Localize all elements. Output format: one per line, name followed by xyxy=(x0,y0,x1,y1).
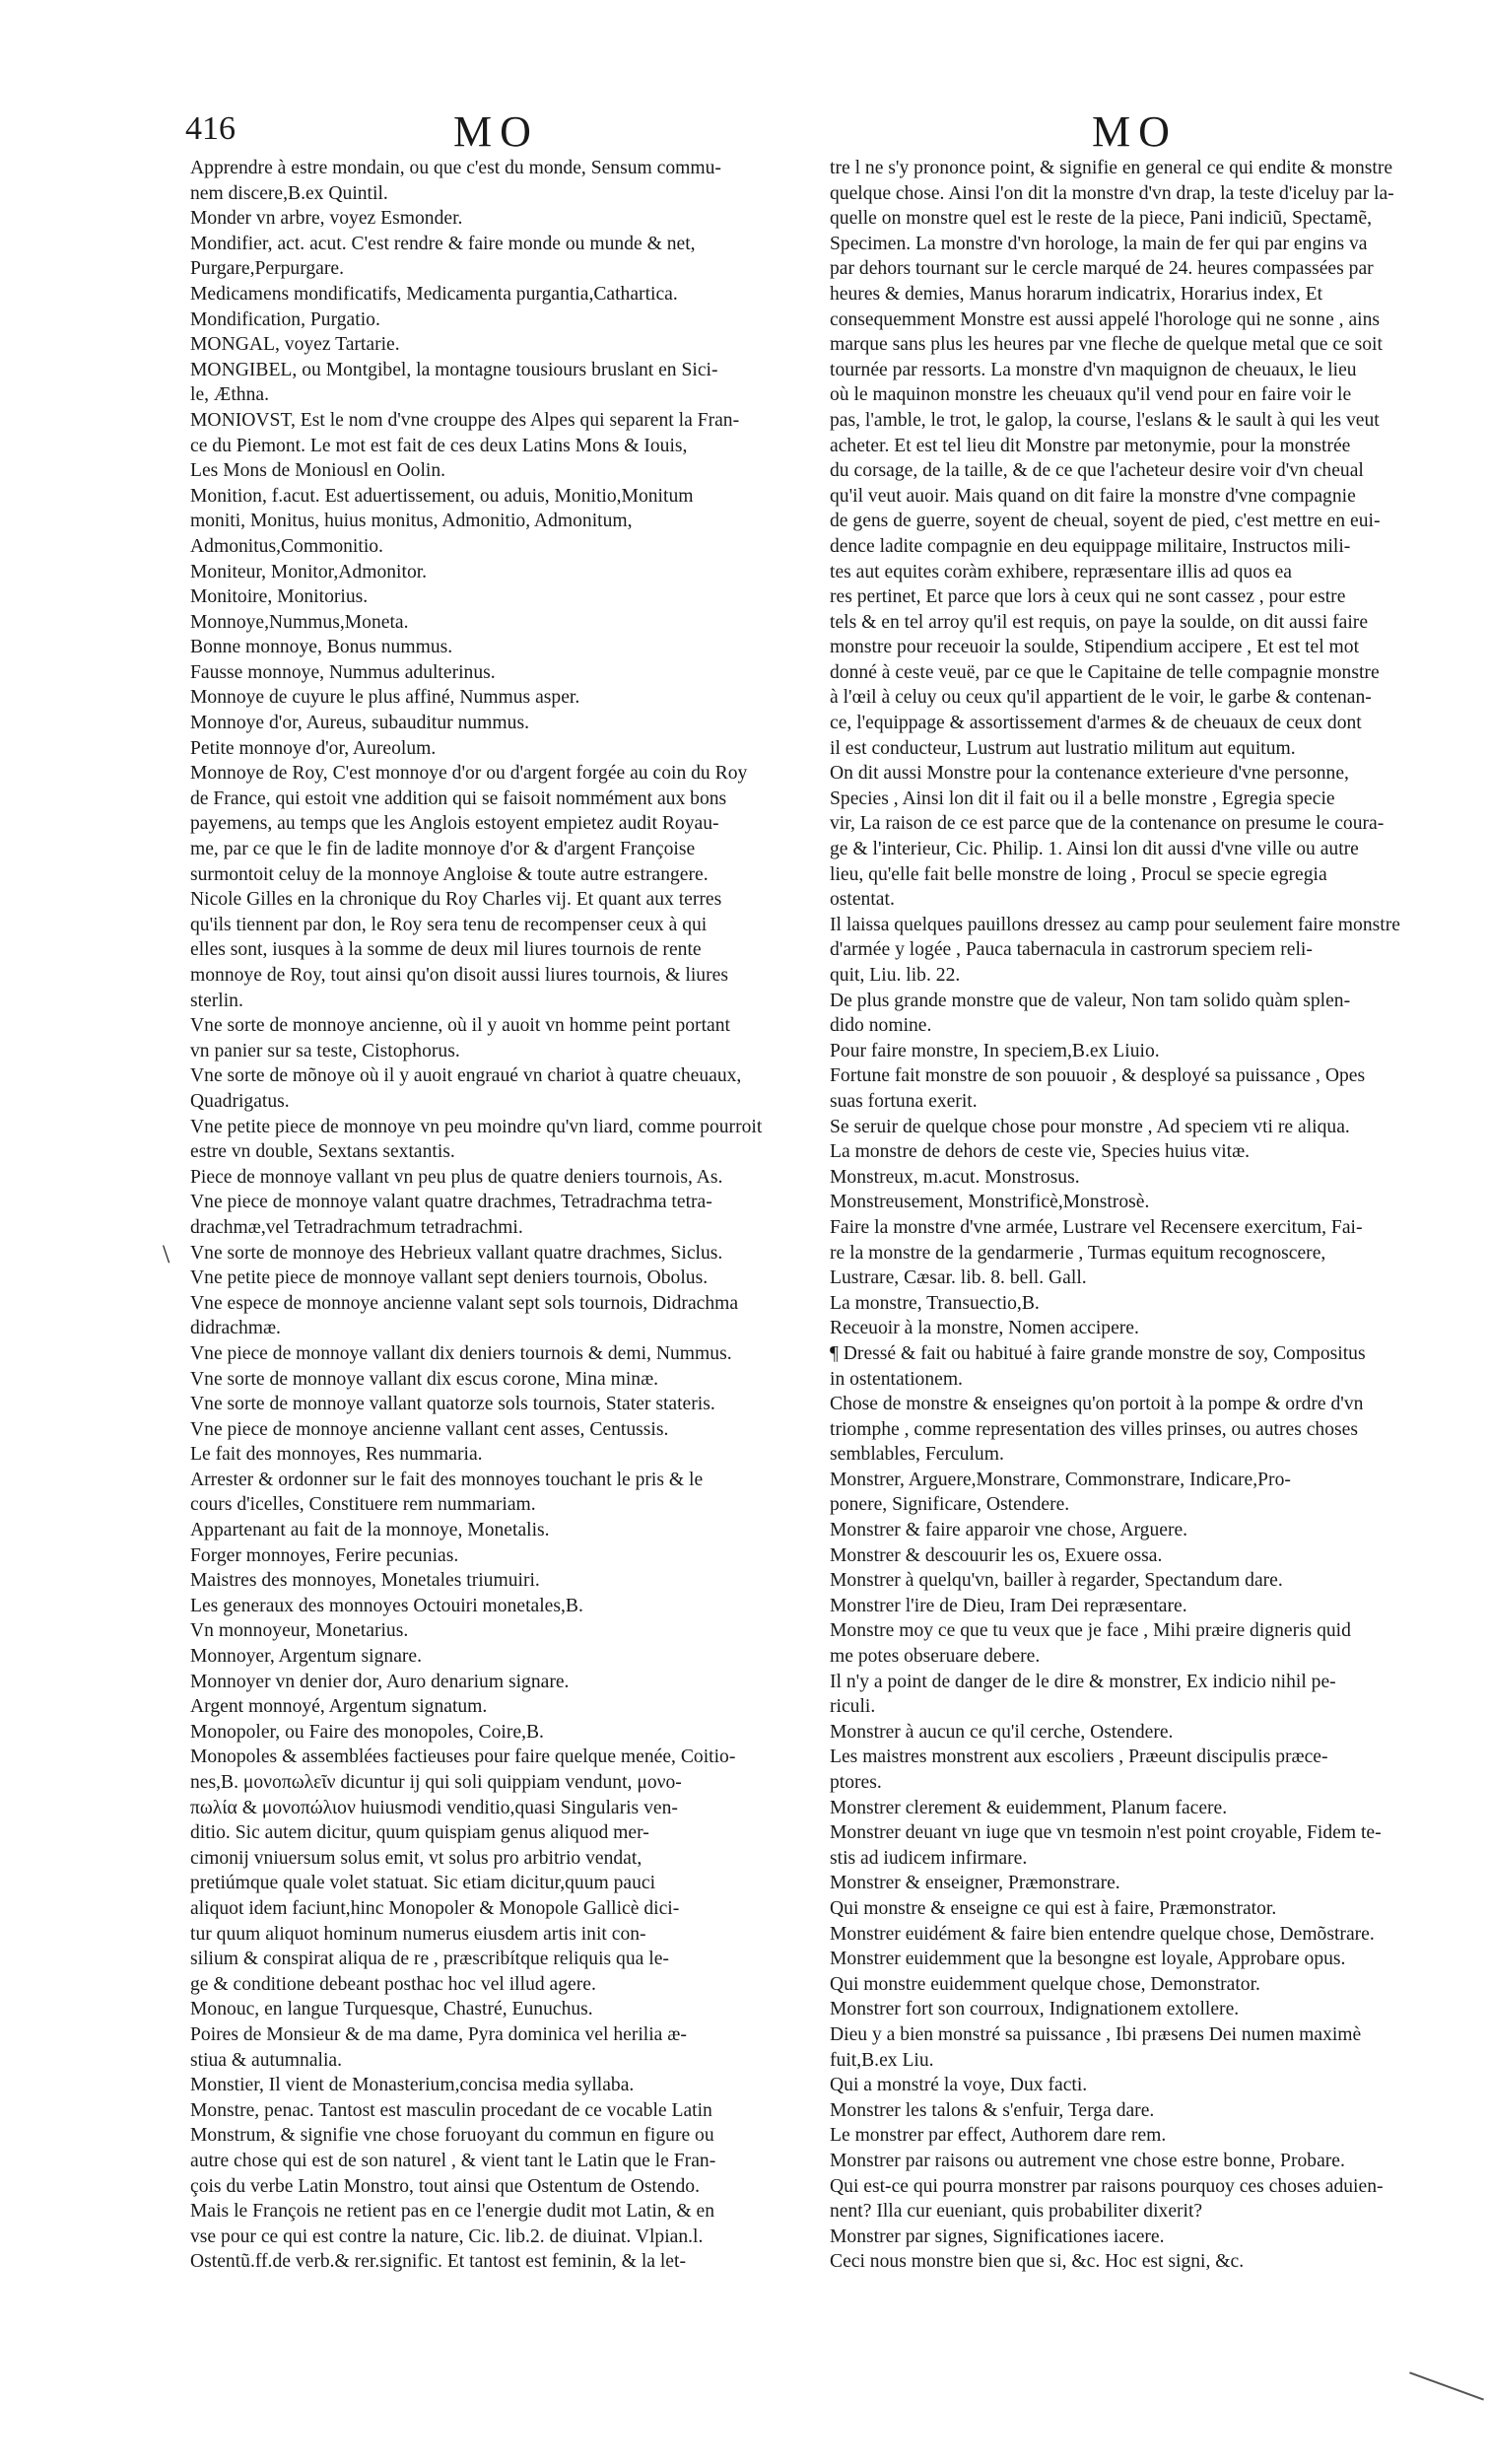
entry-line: Monnoyer, Argentum signare. xyxy=(190,1646,423,1668)
entry-line: semblables, Ferculum. xyxy=(830,1444,1004,1466)
entry-line: Monopoles & assemblées factieuses pour faire quelque menée, Coitio- xyxy=(190,1746,736,1768)
entry-line: surmontoit celuy de la monnoye Angloise & toute autre estrangere. xyxy=(190,863,709,885)
entry-line: Mondifier, act. acut. C'est rendre & faire monde ou munde & net, xyxy=(190,233,696,254)
entry-line: Le monstrer par effect, Authorem dare rem. xyxy=(830,2125,1167,2147)
entry-line: Appartenant au fait de la monnoye, Monetalis. xyxy=(190,1520,550,1541)
entry-line: quit, Liu. lib. 22. xyxy=(830,965,961,986)
entry-line: ce, l'equippage & assortissement d'armes & de cheuaux de ceux dont xyxy=(830,713,1362,734)
entry-line: pas, l'amble, le trot, le galop, la course, l'eslans & le sault à qui les veut xyxy=(830,409,1380,431)
entry-line: Ceci nous monstre bien que si, &c. Hoc est signi, &c. xyxy=(830,2251,1245,2273)
entry-line: payemens, au temps que les Anglois estoyent empietez audit Royau- xyxy=(190,813,719,835)
entry-line: Poires de Monsieur & de ma dame, Pyra dominica vel herilia æ- xyxy=(190,2023,687,2045)
entry-line: Monstrer deuant vn iuge que vn tesmoin n'est point croyable, Fidem te- xyxy=(830,1822,1382,1844)
entry-line: tournée par ressorts. La monstre d'vn maquignon de cheuaux, le lieu xyxy=(830,359,1357,380)
entry-line: qu'ils tiennent par don, le Roy sera tenu de recompenser ceux à qui xyxy=(190,914,708,935)
entry-line: Mais le François ne retient pas en ce l'energie dudit mot Latin, & en xyxy=(190,2201,715,2223)
entry-line: Qui est-ce qui pourra monstrer par raisons pourquoy ces choses aduien- xyxy=(830,2175,1384,2197)
entry-line: Fausse monnoye, Nummus adulterinus. xyxy=(190,661,496,683)
entry-line: Medicamens mondificatifs, Medicamenta purgantia,Cathartica. xyxy=(190,283,678,305)
entry-line: La monstre, Transuectio,B. xyxy=(830,1292,1040,1314)
entry-line: Monstrer les talons & s'enfuir, Terga dare. xyxy=(830,2099,1155,2121)
entry-line: acheter. Et est tel lieu dit Monstre par metonymie, pour la monstrée xyxy=(830,435,1351,456)
entry-line: Monstrer à aucun ce qu'il cerche, Ostendere. xyxy=(830,1721,1174,1743)
entry-line: Monstrer & descouurir les os, Exuere ossa. xyxy=(830,1544,1163,1566)
entry-line: de France, qui estoit vne addition qui se faisoit nommément aux bons xyxy=(190,787,727,809)
entry-line: Monnoye d'or, Aureus, subauditur nummus. xyxy=(190,713,529,734)
entry-line: Pour faire monstre, In speciem,B.ex Liuio. xyxy=(830,1040,1160,1061)
entry-line: Dieu y a bien monstré sa puissance , Ibi præsens Dei numen maximè xyxy=(830,2023,1362,2045)
entry-line: πωλία & μονοπώλιον huiusmodi venditio,quasi Singularis ven- xyxy=(190,1797,678,1818)
entry-line: consequemment Monstre est aussi appelé l'horologe qui ne sonne , ains xyxy=(830,308,1381,330)
entry-line: dido nomine. xyxy=(830,1015,932,1037)
entry-line: heures & demies, Manus horarum indicatrix, Horarius index, Et xyxy=(830,283,1323,305)
entry-line: Monition, f.acut. Est aduertissement, ou aduis, Monitio,Monitum xyxy=(190,485,694,507)
entry-line: à l'œil à celuy ou ceux qu'il appartient de le voir, le garbe & contenan- xyxy=(830,687,1372,709)
entry-line: Monstier, Il vient de Monasterium,concisa media syllaba. xyxy=(190,2075,635,2096)
entry-line: MONIOVST, Est le nom d'vne crouppe des Alpes qui separent la Fran- xyxy=(190,409,740,431)
entry-line: Vne piece de monnoye vallant dix deniers tournois & demi, Nummus. xyxy=(190,1342,732,1364)
entry-line: quelle on monstre quel est le reste de la piece, Pani indiciũ, Spectamẽ, xyxy=(830,208,1373,230)
entry-line: vse pour ce qui est contre la nature, Cic. lib.2. de diuinat. Vlpian.l. xyxy=(190,2225,704,2247)
entry-line: MONGIBEL, ou Montgibel, la montagne tousiours bruslant en Sici- xyxy=(190,359,718,380)
entry-line: Arrester & ordonner sur le fait des monnoyes touchant le pris & le xyxy=(190,1469,704,1490)
entry-line: elles sont, iusques à la somme de deux mil liures tournois de rente xyxy=(190,939,702,961)
entry-line: le, Æthna. xyxy=(190,384,269,406)
entry-line: Monstrer & enseigner, Præmonstrare. xyxy=(830,1873,1120,1894)
entry-line: par dehors tournant sur le cercle marqué de 24. heures compassées par xyxy=(830,258,1374,280)
entry-line: vn panier sur sa teste, Cistophorus. xyxy=(190,1040,460,1061)
entry-line: Monstrer euidemment que la besongne est loyale, Approbare opus. xyxy=(830,1949,1346,1970)
entry-line: suas fortuna exerit. xyxy=(830,1090,978,1112)
entry-line: dence ladite compagnie en deu equippage militaire, Instructos mili- xyxy=(830,535,1351,557)
entry-line: Species , Ainsi lon dit il fait ou il a belle monstre , Egregia specie xyxy=(830,787,1335,809)
entry-line: Receuoir à la monstre, Nomen accipere. xyxy=(830,1318,1139,1339)
entry-line: Qui monstre & enseigne ce qui est à faire, Præmonstrator. xyxy=(830,1897,1277,1919)
entry-line: tur quum aliquot hominum numerus eiusdem artis init con- xyxy=(190,1923,646,1945)
entry-line: ditio. Sic autem dicitur, quum quispiam genus aliquod mer- xyxy=(190,1822,649,1844)
entry-line: Admonitus,Commonitio. xyxy=(190,535,383,557)
entry-line: Quadrigatus. xyxy=(190,1090,290,1112)
page-edge-line xyxy=(1409,2371,1484,2400)
entry-line: Monstreux, m.acut. Monstrosus. xyxy=(830,1166,1080,1188)
entry-line: vir, La raison de ce est parce que de la contenance on presume le coura- xyxy=(830,813,1385,835)
entry-line: me, par ce que le fin de ladite monnoye d'or & d'argent Françoise xyxy=(190,839,696,860)
entry-line: silium & conspirat aliqua de re , præscribítque reliquis qua le- xyxy=(190,1949,669,1970)
entry-line: Petite monnoye d'or, Aureolum. xyxy=(190,737,437,759)
entry-line: Faire la monstre d'vne armée, Lustrare vel Recensere exercitum, Fai- xyxy=(830,1216,1363,1238)
margin-mark: \ xyxy=(163,1240,170,1268)
entry-line: Les generaux des monnoyes Octouiri monetales,B. xyxy=(190,1595,583,1616)
entry-line: Lustrare, Cæsar. lib. 8. bell. Gall. xyxy=(830,1267,1087,1289)
entry-line: donné à ceste veuë, par ce que le Capitaine de telle compagnie monstre xyxy=(830,661,1380,683)
entry-line: Monstrer à quelqu'vn, bailler à regarder, Spectandum dare. xyxy=(830,1570,1283,1592)
entry-line: res pertinet, Et parce que lors à ceux qui ne sont cassez , pour estre xyxy=(830,586,1346,608)
entry-line: Il n'y a point de danger de le dire & monstrer, Ex indicio nihil pe- xyxy=(830,1671,1336,1692)
entry-line: Monstrer euidément & faire bien entendre quelque chose, Demõstrare. xyxy=(830,1923,1375,1945)
entry-line: Monstrer l'ire de Dieu, Iram Dei repræsentare. xyxy=(830,1595,1187,1616)
entry-line: fuit,B.ex Liu. xyxy=(830,2049,934,2071)
entry-line: sterlin. xyxy=(190,990,243,1011)
entry-line: Monstre, penac. Tantost est masculin procedant de ce vocable Latin xyxy=(190,2099,712,2121)
right-column xyxy=(830,156,1441,2275)
entry-line: La monstre de dehors de ceste vie, Species huius vitæ. xyxy=(830,1141,1251,1163)
entry-line: Vne sorte de monnoye des Hebrieux vallant quatre drachmes, Siclus. xyxy=(190,1242,723,1264)
entry-line: cimonij vniuersum solus emit, vt solus pro arbitrio vendat, xyxy=(190,1847,643,1869)
entry-line: cours d'icelles, Constituere rem nummariam. xyxy=(190,1494,536,1516)
entry-line: Les Mons de Moniousl en Oolin. xyxy=(190,460,446,482)
entry-line: On dit aussi Monstre pour la contenance exterieure d'vne personne, xyxy=(830,763,1349,785)
entry-line: Piece de monnoye vallant vn peu plus de quatre deniers tournois, As. xyxy=(190,1166,723,1188)
entry-line: Qui a monstré la voye, Dux facti. xyxy=(830,2075,1088,2096)
entry-line: tes aut equites coràm exhibere, repræsentare illis ad quos ea xyxy=(830,561,1292,582)
entry-line: Vne sorte de monnoye vallant dix escus corone, Mina minæ. xyxy=(190,1368,659,1390)
entry-line: drachmæ,vel Tetradrachmum tetradrachmi. xyxy=(190,1216,523,1238)
entry-line: qu'il veut auoir. Mais quand on dit faire la monstre d'vne compagnie xyxy=(830,485,1356,507)
entry-line: Monstrer clerement & euidemment, Planum facere. xyxy=(830,1797,1228,1818)
entry-line: triomphe , comme representation des villes prinses, ou autres choses xyxy=(830,1418,1358,1440)
entry-line: ostentat. xyxy=(830,889,895,911)
running-head-left: MO xyxy=(453,107,539,156)
entry-line: Monstre moy ce que tu veux que je face , Mihi præire digneris quid xyxy=(830,1620,1351,1642)
entry-line: Qui monstre euidemment quelque chose, Demonstrator. xyxy=(830,1973,1260,1995)
page-number: 416 xyxy=(185,110,236,147)
entry-line: d'armée y logée , Pauca tabernacula in castrorum speciem reli- xyxy=(830,939,1313,961)
entry-line: tels & en tel arroy qu'il est requis, on paye la soulde, on dit aussi faire xyxy=(830,611,1369,633)
entry-line: où le maquinon monstre les cheuaux qu'il vend pour en faire voir le xyxy=(830,384,1352,406)
entry-line: Monstreusement, Monstrificè,Monstrosè. xyxy=(830,1192,1150,1213)
entry-line: Monopoler, ou Faire des monopoles, Coire,B. xyxy=(190,1721,544,1743)
entry-line: didrachmæ. xyxy=(190,1318,281,1339)
entry-line: Monstrer fort son courroux, Indignationem extollere. xyxy=(830,1999,1240,2020)
entry-line: nem discere,B.ex Quintil. xyxy=(190,182,388,204)
entry-line: Monnoye de Roy, C'est monnoye d'or ou d'argent forgée au coin du Roy xyxy=(190,763,748,785)
entry-line: Bonne monnoye, Bonus nummus. xyxy=(190,637,453,658)
entry-line: Vne sorte de mõnoye où il y auoit engraué vn chariot à quatre cheuaux, xyxy=(190,1065,742,1087)
entry-line: ge & conditione debeant posthac hoc vel illud agere. xyxy=(190,1973,596,1995)
entry-line: Specimen. La monstre d'vn horologe, la main de fer qui par engins va xyxy=(830,233,1368,254)
entry-line: Monstrer par raisons ou autrement vne chose estre bonne, Probare. xyxy=(830,2150,1345,2171)
entry-line: aliquot idem faciunt,hinc Monopoler & Monopole Gallicè dici- xyxy=(190,1897,680,1919)
entry-line: nes,B. μονοπωλεῖν dicuntur ij qui soli quippiam vendunt, μονο- xyxy=(190,1772,682,1793)
entry-line: quelque chose. Ainsi l'on dit la monstre d'vn drap, la teste d'iceluy par la- xyxy=(830,182,1394,204)
entry-line: Apprendre à estre mondain, ou que c'est du monde, Sensum commu- xyxy=(190,158,721,178)
left-column xyxy=(190,156,801,2275)
entry-line: Vne espece de monnoye ancienne valant sept sols tournois, Didrachma xyxy=(190,1292,739,1314)
entry-line: tre l ne s'y prononce point, & signifie en general ce qui endite & monstre xyxy=(830,158,1393,178)
entry-line: monstre pour receuoir la soulde, Stipendium accipere , Et est tel mot xyxy=(830,637,1360,658)
entry-line: çois du verbe Latin Monstro, tout ainsi que Ostentum de Ostendo. xyxy=(190,2175,700,2197)
entry-line: Vn monnoyeur, Monetarius. xyxy=(190,1620,409,1642)
entry-line: Monder vn arbre, voyez Esmonder. xyxy=(190,208,463,230)
entry-line: marque sans plus les heures par vne fleche de quelque metal que ce soit xyxy=(830,334,1383,356)
entry-line: Vne sorte de monnoye vallant quatorze sols tournois, Stater stateris. xyxy=(190,1394,715,1415)
entry-line: Forger monnoyes, Ferire pecunias. xyxy=(190,1544,459,1566)
entry-line: De plus grande monstre que de valeur, Non tam solido quàm splen- xyxy=(830,990,1351,1011)
entry-line: de gens de guerre, soyent de cheual, soyent de pied, c'est mettre en eui- xyxy=(830,511,1381,532)
entry-line: Argent monnoyé, Argentum signatum. xyxy=(190,1696,488,1718)
entry-line: Monnoyer vn denier dor, Auro denarium signare. xyxy=(190,1671,570,1692)
entry-line: monnoye de Roy, tout ainsi qu'on disoit aussi liures tournois, & liures xyxy=(190,965,728,986)
entry-line: Vne sorte de monnoye ancienne, où il y auoit vn homme peint portant xyxy=(190,1015,730,1037)
entry-line: ¶ Dressé & fait ou habitué à faire grande monstre de soy, Compositus xyxy=(830,1342,1366,1364)
entry-line: Mondification, Purgatio. xyxy=(190,308,380,330)
entry-line: riculi. xyxy=(830,1696,876,1718)
entry-line: Nicole Gilles en la chronique du Roy Charles vij. Et quant aux terres xyxy=(190,889,722,911)
entry-line: Se seruir de quelque chose pour monstre , Ad speciem vti re aliqua. xyxy=(830,1116,1350,1137)
entry-line: Chose de monstre & enseignes qu'on portoit à la pompe & ordre d'vn xyxy=(830,1394,1364,1415)
entry-line: me potes obseruare debere. xyxy=(830,1646,1041,1668)
entry-line: Le fait des monnoyes, Res nummaria. xyxy=(190,1444,483,1466)
entry-line: Vne piece de monnoye ancienne vallant cent asses, Centussis. xyxy=(190,1418,669,1440)
entry-line: ptores. xyxy=(830,1772,882,1793)
running-head-right: MO xyxy=(1092,107,1178,156)
entry-line: Vne petite piece de monnoye vn peu moindre qu'vn liard, comme pourroit xyxy=(190,1116,763,1137)
entry-line: nent? Illa cur eueniant, quis probabiliter dixerit? xyxy=(830,2201,1203,2223)
entry-line: stiua & autumnalia. xyxy=(190,2049,342,2071)
entry-line: Vne piece de monnoye valant quatre drachmes, Tetradrachma tetra- xyxy=(190,1192,712,1213)
entry-line: Vne petite piece de monnoye vallant sept deniers tournois, Obolus. xyxy=(190,1267,709,1289)
entry-line: Monitoire, Monitorius. xyxy=(190,586,369,608)
entry-line: estre vn double, Sextans sextantis. xyxy=(190,1141,455,1163)
entry-line: autre chose qui est de son naturel , & vient tant le Latin que le Fran- xyxy=(190,2150,716,2171)
entry-line: re la monstre de la gendarmerie , Turmas equitum recognoscere, xyxy=(830,1242,1326,1264)
entry-line: Ostentũ.ff.de verb.& rer.signific. Et tantost est feminin, & la let- xyxy=(190,2251,686,2273)
entry-line: Les maistres monstrent aux escoliers , Præeunt discipulis præce- xyxy=(830,1746,1328,1768)
entry-line: Fortune fait monstre de son pouuoir , & desployé sa puissance , Opes xyxy=(830,1065,1366,1087)
entry-line: Monstrer & faire apparoir vne chose, Arguere. xyxy=(830,1520,1188,1541)
entry-line: Monstrer par signes, Significationes iacere. xyxy=(830,2225,1165,2247)
entry-line: Monstrer, Arguere,Monstrare, Commonstrare, Indicare,Pro- xyxy=(830,1469,1291,1490)
entry-line: lieu, qu'elle fait belle monstre de loing , Procul se specie egregia xyxy=(830,863,1327,885)
entry-line: MONGAL, voyez Tartarie. xyxy=(190,334,400,356)
entry-line: Monstrum, & signifie vne chose foruoyant du commun en figure ou xyxy=(190,2125,714,2147)
entry-line: du corsage, de la taille, & de ce que l'acheteur desire voir d'vn cheual xyxy=(830,460,1364,482)
entry-line: Monouc, en langue Turquesque, Chastré, Eunuchus. xyxy=(190,1999,593,2020)
entry-line: Il laissa quelques pauillons dressez au camp pour seulement faire monstre xyxy=(830,914,1400,935)
entry-line: ge & l'interieur, Cic. Philip. 1. Ainsi lon dit aussi d'vne ville ou autre xyxy=(830,839,1359,860)
entry-line: stis ad iudicem infirmare. xyxy=(830,1847,1028,1869)
entry-line: il est conducteur, Lustrum aut lustratio militum aut equitum. xyxy=(830,737,1296,759)
entry-line: in ostentationem. xyxy=(830,1368,963,1390)
entry-line: Moniteur, Monitor,Admonitor. xyxy=(190,561,428,582)
entry-line: ponere, Significare, Ostendere. xyxy=(830,1494,1070,1516)
entry-line: Purgare,Perpurgare. xyxy=(190,258,344,280)
entry-line: Maistres des monnoyes, Monetales triumuiri. xyxy=(190,1570,540,1592)
entry-line: pretiúmque quale volet statuat. Sic etiam dicitur,quum pauci xyxy=(190,1873,656,1894)
entry-line: ce du Piemont. Le mot est fait de ces deux Latins Mons & Iouis, xyxy=(190,435,688,456)
entry-line: Monnoye,Nummus,Moneta. xyxy=(190,611,409,633)
entry-line: Monnoye de cuyure le plus affiné, Nummus asper. xyxy=(190,687,580,709)
entry-line: moniti, Monitus, huius monitus, Admonitio, Admonitum, xyxy=(190,511,633,532)
